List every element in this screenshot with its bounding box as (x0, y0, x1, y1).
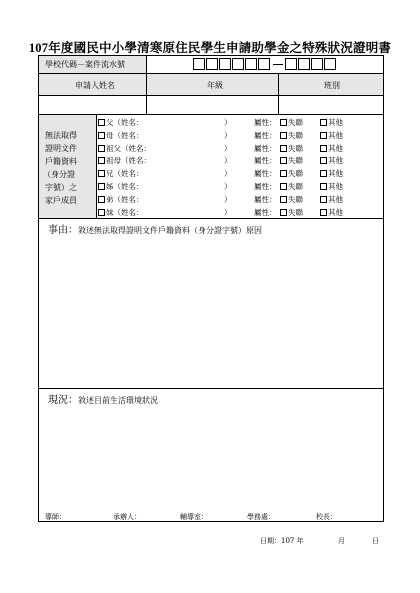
signer-principal: 校長： (316, 513, 337, 521)
option-other (320, 155, 343, 166)
option-other (320, 207, 343, 218)
lost-checkbox[interactable] (280, 119, 287, 126)
code-digit-box[interactable] (245, 58, 257, 70)
date-label: 日期：107 年 (260, 537, 304, 545)
option-lost (280, 181, 303, 192)
reason-heading (48, 221, 262, 236)
paren-close: ） (224, 194, 232, 204)
member-relation-label: 妹（姓名： (106, 207, 144, 217)
option-other-label: 其他 (328, 130, 343, 140)
lost-checkbox[interactable] (280, 157, 287, 164)
member-relation (98, 168, 144, 179)
option-other-label: 其他 (328, 182, 343, 191)
school-code-boxes[interactable] (193, 58, 337, 70)
option-lost-label: 失聯 (288, 118, 303, 127)
class-header: 班別 (324, 81, 340, 90)
members-label-line: （身分證 (43, 170, 75, 179)
option-lost (280, 207, 303, 218)
divider (39, 388, 383, 389)
member-relation-label: 祖母（姓名： (106, 156, 151, 166)
attr-label: 屬性： (254, 169, 277, 179)
reason-text-area[interactable] (40, 236, 382, 386)
option-other-label: 其他 (328, 156, 343, 166)
member-relation (98, 207, 144, 218)
member-relation-label: 兄（姓名： (106, 169, 144, 179)
lost-checkbox[interactable] (280, 170, 287, 177)
member-relation (98, 117, 144, 128)
lost-checkbox[interactable] (280, 145, 287, 152)
other-checkbox[interactable] (320, 157, 327, 164)
option-other (320, 143, 343, 154)
other-checkbox[interactable] (320, 145, 327, 152)
paren-close: ） (224, 182, 232, 191)
other-checkbox[interactable] (320, 170, 327, 177)
option-lost-label: 失聯 (288, 169, 303, 179)
page-title (0, 38, 420, 56)
lost-checkbox[interactable] (280, 132, 287, 139)
option-other (320, 117, 343, 128)
grade-header: 年級 (207, 81, 223, 90)
option-lost-label: 失聯 (288, 207, 303, 217)
other-checkbox[interactable] (320, 119, 327, 126)
serial-digit-box[interactable] (298, 58, 310, 70)
reason-label: 事由： (48, 225, 78, 236)
other-checkbox[interactable] (320, 209, 327, 216)
code-digit-box[interactable] (258, 58, 270, 70)
member-checkbox[interactable] (98, 132, 105, 139)
title-text: 年度國民中小學清寒原住民學生申請助學金之特殊狀況證明書 (48, 40, 392, 55)
member-relation-label: 祖父（姓名： (106, 143, 151, 153)
paren-close: ） (224, 118, 232, 127)
attr-label: 屬性： (254, 156, 277, 166)
option-other (320, 130, 343, 141)
member-relation-label: 父（姓名： (106, 118, 144, 127)
title-year: 107 (28, 41, 49, 55)
code-digit-box[interactable] (193, 58, 205, 70)
member-relation (98, 130, 144, 141)
signer-guidance: 輔導室： (180, 513, 208, 521)
code-digit-box[interactable] (219, 58, 231, 70)
option-lost-label: 失聯 (288, 156, 303, 166)
serial-digit-box[interactable] (285, 58, 297, 70)
reason-note: 敘述無法取得證明文件戶籍資料（身分證字號）原因 (78, 226, 262, 235)
member-relation (98, 155, 151, 166)
paren-close: ） (224, 207, 232, 217)
paren-close: ） (224, 130, 232, 140)
member-checkbox[interactable] (98, 196, 105, 203)
date-month: 月 (338, 537, 345, 545)
attr-label: 屬性： (254, 143, 277, 153)
status-label: 現況： (48, 395, 78, 406)
other-checkbox[interactable] (320, 132, 327, 139)
divider (96, 114, 97, 218)
status-text-area[interactable] (40, 406, 382, 518)
code-digit-box[interactable] (206, 58, 218, 70)
option-other (320, 168, 343, 179)
option-lost (280, 117, 303, 128)
grade-field[interactable] (147, 96, 277, 113)
other-checkbox[interactable] (320, 196, 327, 203)
divider (39, 73, 383, 74)
paren-close: ） (224, 143, 232, 153)
member-checkbox[interactable] (98, 183, 105, 190)
signer-student-affairs: 學務處： (247, 513, 275, 521)
status-heading (48, 391, 158, 406)
member-relation (98, 143, 151, 154)
member-checkbox[interactable] (98, 170, 105, 177)
member-relation (98, 194, 144, 205)
option-lost (280, 194, 303, 205)
lost-checkbox[interactable] (280, 196, 287, 203)
attr-label: 屬性： (254, 118, 277, 127)
option-other-label: 其他 (328, 118, 343, 127)
lost-checkbox[interactable] (280, 183, 287, 190)
option-lost-label: 失聯 (288, 130, 303, 140)
members-label-line: 戶籍資料 (45, 157, 77, 166)
member-relation (98, 181, 144, 192)
option-lost-label: 失聯 (288, 194, 303, 204)
applicant-name-field[interactable] (40, 96, 145, 113)
divider (39, 218, 383, 219)
member-relation-label: 母（姓名： (106, 130, 144, 140)
option-lost (280, 155, 303, 166)
option-other-label: 其他 (328, 143, 343, 153)
option-other (320, 194, 343, 205)
member-relation-label: 姊（姓名： (106, 182, 144, 191)
date-day: 日 (372, 537, 379, 545)
members-label-line: 無法取得 (45, 131, 77, 140)
option-other-label: 其他 (328, 194, 343, 204)
paren-close: ） (224, 169, 232, 179)
option-other-label: 其他 (328, 169, 343, 179)
members-label-line: 家戶成員 (45, 196, 77, 205)
status-note: 敘述目前生活環境狀況 (78, 396, 158, 405)
code-digit-box[interactable] (232, 58, 244, 70)
attr-label: 屬性： (254, 182, 277, 191)
attr-label: 屬性： (254, 194, 277, 204)
applicant-name-header: 申請人姓名 (75, 81, 115, 90)
option-other (320, 181, 343, 192)
school-code-label: 學校代碼－案件流水號 (45, 60, 125, 69)
option-lost (280, 168, 303, 179)
option-other-label: 其他 (328, 207, 343, 217)
member-checkbox[interactable] (98, 145, 105, 152)
certificate-form (38, 55, 384, 522)
attr-label: 屬性： (254, 130, 277, 140)
code-separator (273, 64, 283, 65)
member-checkbox[interactable] (98, 157, 105, 164)
members-label-line: 證明文件 (45, 144, 77, 153)
paren-close: ） (224, 156, 232, 166)
serial-digit-box[interactable] (324, 58, 336, 70)
other-checkbox[interactable] (320, 183, 327, 190)
signer-handler: 承辦人： (113, 513, 141, 521)
member-checkbox[interactable] (98, 119, 105, 126)
signer-teacher: 導師： (45, 513, 66, 521)
serial-digit-box[interactable] (311, 58, 323, 70)
option-lost-label: 失聯 (288, 182, 303, 191)
divider (146, 56, 147, 73)
members-label-line: 字號）之 (45, 183, 77, 192)
class-field[interactable] (279, 96, 382, 113)
member-checkbox[interactable] (98, 209, 105, 216)
lost-checkbox[interactable] (280, 209, 287, 216)
option-lost (280, 143, 303, 154)
attr-label: 屬性： (254, 207, 277, 217)
option-lost (280, 130, 303, 141)
option-lost-label: 失聯 (288, 143, 303, 153)
member-relation-label: 弟（姓名： (106, 194, 144, 204)
divider (39, 114, 383, 115)
